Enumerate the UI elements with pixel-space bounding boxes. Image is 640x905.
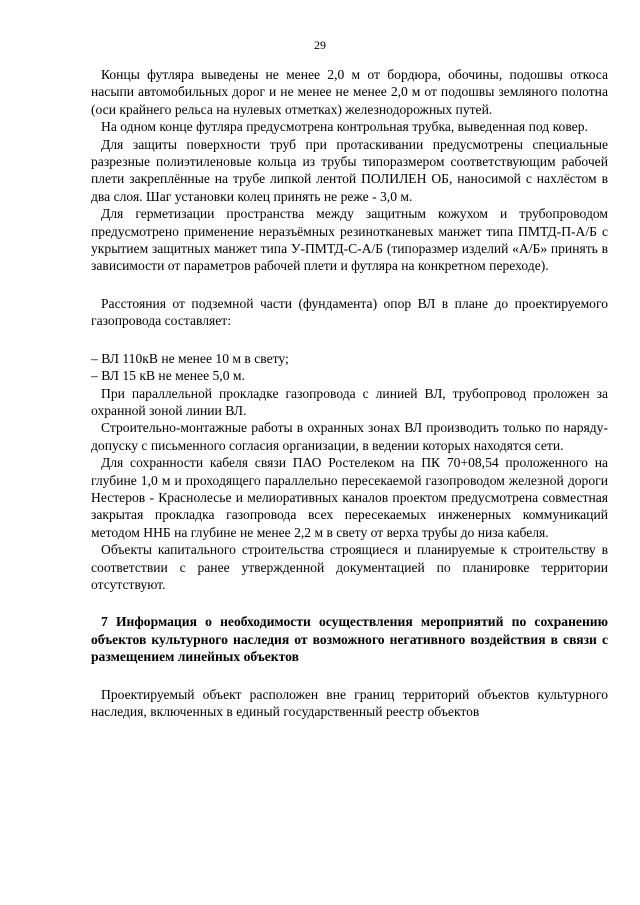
- paragraph-vl-distance-intro: Расстояния от подземной части (фундамента) опор ВЛ в плане до проектируемого газопровода составляет:: [91, 295, 608, 329]
- paragraph-capital-construction: Объекты капитального строительства строящиеся и планируемые к строительству в соответствии с ранее утвержденной документацией по планировке территории отсутствуют.: [91, 542, 608, 592]
- paragraph-pipe-protection: Для защиты поверхности труб при протаскивании предусмотрены специальные разрезные полиэтиленовые кольца из трубы типоразмером соответствующим рабочей плети закреплённые на трубе липкой лентой ПОЛИЛЕН ОБ, наносимой с нахлёстом в два слоя. Шаг установки колец принять не реже - 3,0 м.: [91, 136, 608, 204]
- paragraph-construction-works: Строительно-монтажные работы в охранных зонах ВЛ производить только по наряду-допуску с письменного согласия организации, в ведении которых находятся сети.: [91, 420, 608, 453]
- paragraph-rostelecom-cable: Для сохранности кабеля связи ПАО Ростелеком на ПК 70+08,54 проложенного на глубине 1,0 м и проходящего параллельно пересекаемой газопроводом железной дороги Нестеров - Краснолесье и мелиоративных каналов проектом предусмотрена совместная закрытая прокладка газопровода всех пересекаемых инженерных коммуникаций методом ННБ на глубине не менее 2,2 м в свету от верха трубы до низа кабеля.: [91, 455, 608, 540]
- paragraph-parallel-laying: При параллельной прокладке газопровода с линией ВЛ, трубопровод проложен за охранной зоной линии ВЛ.: [91, 385, 608, 418]
- list-item-vl-15: – ВЛ 15 кВ не менее 5,0 м.: [91, 368, 245, 384]
- list-item-vl-110: – ВЛ 110кВ не менее 10 м в свету;: [91, 350, 289, 366]
- section-heading-7: 7 Информация о необходимости осуществления мероприятий по сохранению объектов культурного наследия от возможного негативного воздействия в связи с размещением линейных объектов: [91, 614, 608, 665]
- page-number: 29: [314, 38, 326, 52]
- paragraph-control-tube: На одном конце футляра предусмотрена контрольная трубка, выведенная под ковер.: [101, 119, 588, 135]
- paragraph-sealing: Для герметизации пространства между защитным кожухом и трубопроводом предусмотрено применение неразъёмных резинотканевых манжет типа ПМТД-П-А/Б с укрытием защитных манжет типа У-ПМТД-С-А/Б (типоразмер изделий «А/Б» принять в зависимости от параметров рабочей плети и футляра на конкретном переходе).: [91, 206, 608, 274]
- document-body: [91, 66, 608, 720]
- paragraph-cultural-heritage: Проектируемый объект расположен вне границ территорий объектов культурного наследия, включенных в единый государственный реестр объектов: [91, 686, 608, 719]
- paragraph-casing-ends: Концы футляра выведены не менее 2,0 м от бордюра, обочины, подошвы откоса насыпи автомобильных дорог и не менее не менее 2,0 м от подошвы земляного полотна (оси крайнего рельса на нулевых отметках) железнодорожных путей.: [91, 67, 608, 117]
